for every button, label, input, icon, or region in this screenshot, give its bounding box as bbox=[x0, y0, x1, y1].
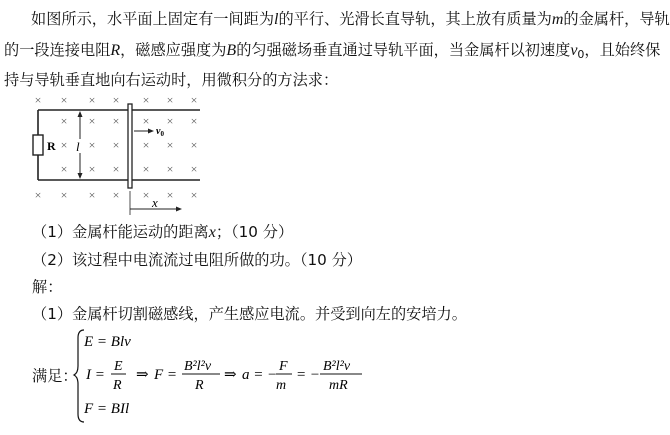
equation-force-lhs: F = bbox=[154, 367, 178, 383]
field-cross-icon: × bbox=[34, 188, 42, 202]
velocity-label: $v_0$ bbox=[156, 126, 164, 138]
field-cross-icon: × bbox=[190, 162, 198, 176]
field-cross-icon: × bbox=[112, 138, 120, 152]
field-cross-icon: × bbox=[112, 114, 120, 128]
symbol-v0: v bbox=[570, 42, 578, 59]
resistor-label: R bbox=[47, 139, 56, 153]
field-cross-icon: × bbox=[88, 188, 96, 202]
equation-system bbox=[74, 326, 374, 426]
resistor bbox=[33, 135, 43, 155]
symbol-B: B bbox=[226, 42, 237, 59]
problem-line-2 bbox=[4, 40, 660, 65]
field-cross-icon: × bbox=[112, 188, 120, 202]
question-text: （1）金属杆能运动的距离 bbox=[32, 223, 209, 241]
distance-label: x bbox=[152, 195, 158, 210]
field-cross-icon: × bbox=[88, 162, 96, 176]
question-text: （2）该过程中电流流过电阻所做的功。（10 分） bbox=[32, 251, 362, 269]
field-cross-icon: × bbox=[60, 93, 68, 107]
distance-arrowhead bbox=[176, 207, 182, 212]
equation-accel-lhs: a = − bbox=[242, 367, 278, 383]
equation-force-numerator: B²l²v bbox=[184, 359, 212, 374]
equation-accel-denominator: m bbox=[276, 378, 287, 393]
problem-text: 的平行、光滑长直导轨，其上放有质量为 bbox=[278, 10, 552, 28]
field-cross-icon: × bbox=[166, 93, 174, 107]
field-cross-icon: × bbox=[60, 114, 68, 128]
equation-current-lhs: I = bbox=[86, 367, 105, 383]
rail-diagram bbox=[28, 95, 203, 223]
equation-accel-numerator: F bbox=[279, 359, 288, 374]
implies-arrow: ⇒ bbox=[224, 367, 237, 383]
symbol-v0-subscript: 0 bbox=[577, 48, 585, 61]
field-cross-icon: × bbox=[60, 162, 68, 176]
field-cross-icon: × bbox=[112, 162, 120, 176]
metal-rod bbox=[128, 104, 132, 188]
problem-text: 的金属杆，导轨 bbox=[563, 10, 670, 28]
field-cross-icon: × bbox=[142, 138, 150, 152]
field-cross-icon: × bbox=[190, 188, 198, 202]
solution-heading: 解： bbox=[32, 278, 63, 296]
field-cross-icon: × bbox=[166, 162, 174, 176]
field-cross-icon: × bbox=[60, 138, 68, 152]
velocity-arrowhead bbox=[148, 129, 154, 134]
width-label: l bbox=[76, 139, 80, 154]
question-2 bbox=[32, 250, 362, 270]
field-cross-icon: × bbox=[142, 93, 150, 107]
field-cross-icon: × bbox=[190, 114, 198, 128]
equation-force-bil: F = BIl bbox=[84, 401, 130, 417]
equation-accel-denominator-2: mR bbox=[329, 378, 348, 393]
problem-text: 如图所示，水平面上固定有一间距为 bbox=[31, 10, 274, 28]
width-arrow-down bbox=[78, 173, 83, 179]
field-cross-icon: × bbox=[88, 114, 96, 128]
field-cross-icon: × bbox=[88, 138, 96, 152]
symbol-x: x bbox=[208, 224, 216, 241]
question-text: ；（10 分） bbox=[215, 223, 294, 241]
equation-emf: E = Blv bbox=[84, 334, 131, 350]
symbol-R: R bbox=[110, 42, 121, 59]
equation-force-denominator: R bbox=[195, 378, 204, 393]
equation-accel-numerator-2: B²l²v bbox=[323, 359, 351, 374]
field-cross-icon: × bbox=[60, 188, 68, 202]
width-arrow-up bbox=[78, 111, 83, 117]
problem-text: ，且始终保 bbox=[584, 41, 661, 59]
field-cross-icon: × bbox=[166, 188, 174, 202]
equation-equals-minus: = − bbox=[296, 367, 320, 383]
implies-arrow: ⇒ bbox=[136, 367, 149, 383]
field-cross-icon: × bbox=[166, 138, 174, 152]
solution-step-1: （1）金属杆切割磁感线，产生感应电流。并受到向左的安培力。 bbox=[32, 305, 467, 323]
problem-text: 持与导轨垂直地向右运动时，用微积分的方法求： bbox=[4, 71, 339, 89]
satisfy-label: 满足： bbox=[32, 367, 78, 385]
field-cross-icon: × bbox=[88, 93, 96, 107]
field-cross-icon: × bbox=[190, 138, 198, 152]
system-brace bbox=[74, 330, 84, 422]
field-cross-icon: × bbox=[34, 93, 42, 107]
problem-text: 的一段连接电阻 bbox=[4, 41, 111, 59]
field-cross-icon: × bbox=[112, 93, 120, 107]
question-1 bbox=[32, 222, 293, 243]
field-cross-icon: × bbox=[142, 162, 150, 176]
field-cross-icon: × bbox=[142, 114, 150, 128]
symbol-l: l bbox=[274, 11, 279, 28]
equation-current-denominator: R bbox=[113, 378, 122, 393]
problem-text: ，磁感应强度为 bbox=[120, 41, 227, 59]
problem-line-1 bbox=[31, 9, 670, 30]
problem-text: 的匀强磁场垂直通过导轨平面，当金属杆以初速度 bbox=[236, 41, 571, 59]
problem-line-3 bbox=[4, 70, 338, 90]
field-cross-icon: × bbox=[190, 93, 198, 107]
equation-current-numerator: E bbox=[114, 359, 123, 374]
symbol-m: m bbox=[551, 11, 564, 28]
field-cross-icon: × bbox=[142, 188, 150, 202]
field-cross-icon: × bbox=[166, 114, 174, 128]
